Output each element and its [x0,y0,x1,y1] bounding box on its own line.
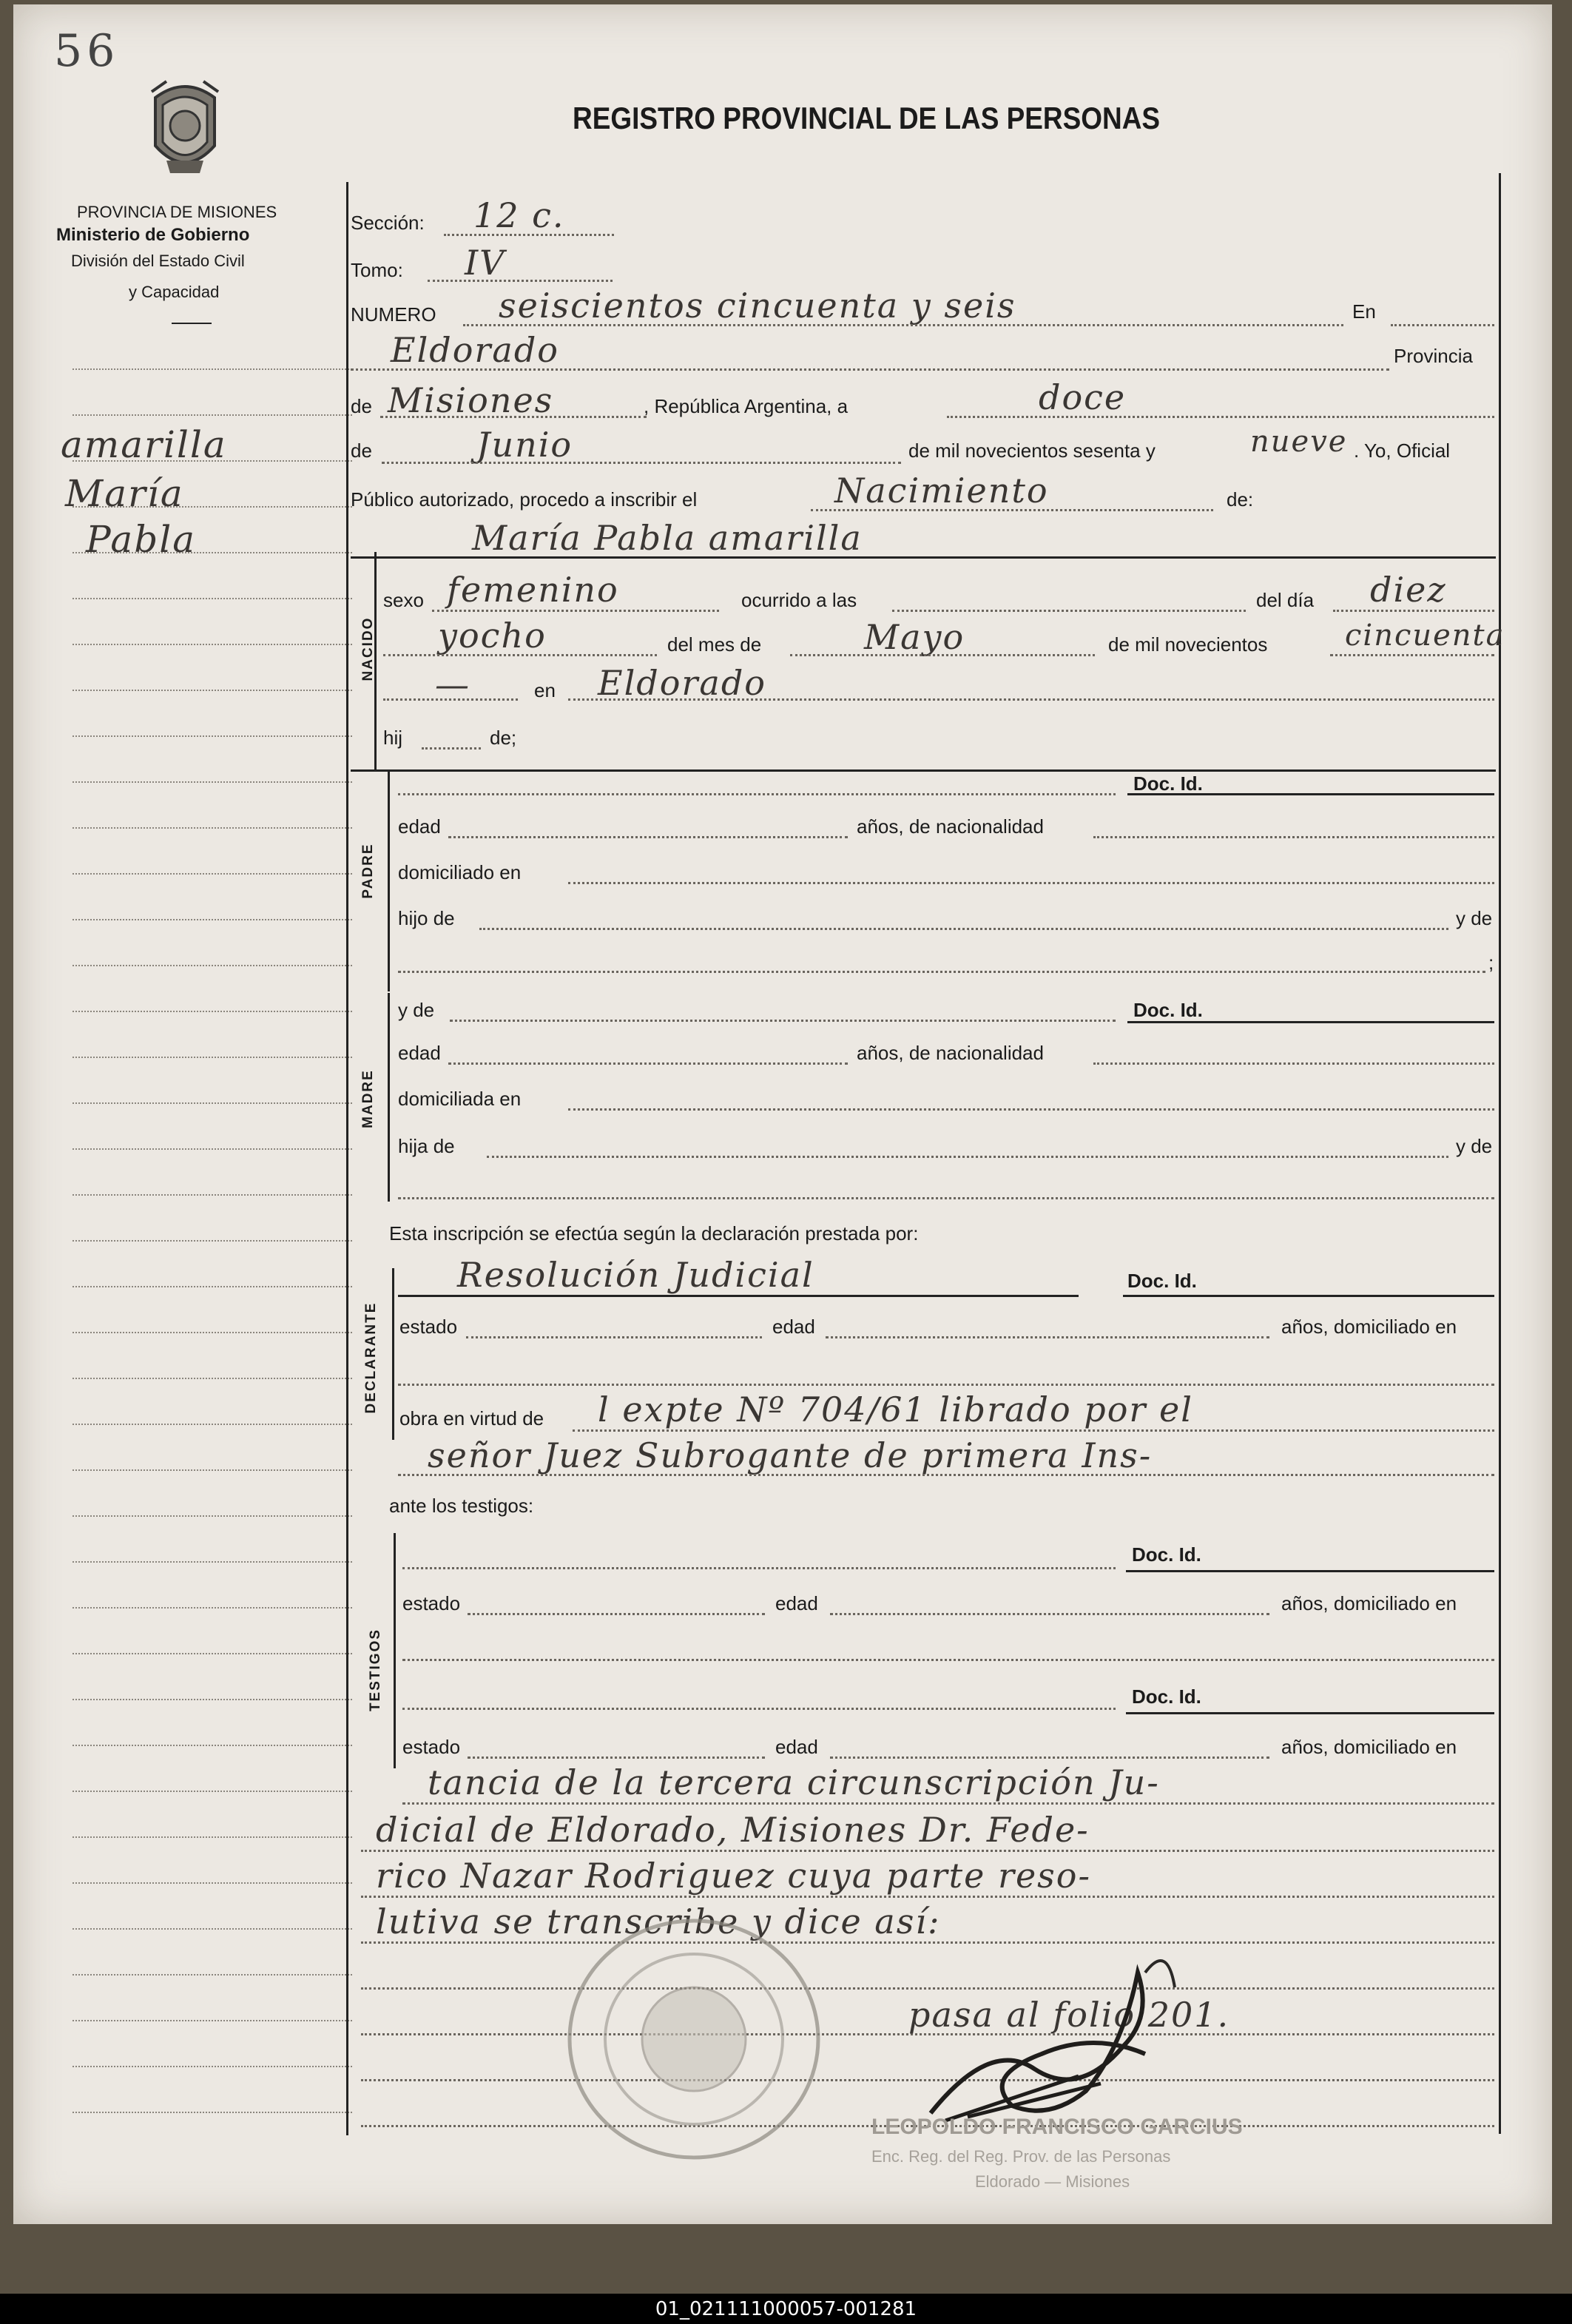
testigo1-doc-label: Doc. Id. [1132,1543,1201,1566]
padre-bracket [388,769,390,991]
nacido-place: Eldorado [598,663,766,703]
madre-bracket [388,993,390,1202]
sexo-label: sexo [383,589,424,611]
year-label: de mil novecientos sesenta y [908,439,1156,462]
signature [901,1928,1212,2143]
padre-edad-label: edad [398,815,441,838]
testigos-bracket [394,1533,396,1768]
folio-number: 56 [54,25,120,77]
main-left-rule [346,182,348,2135]
padre-doc-label: Doc. Id. [1133,772,1203,795]
official-seal [561,1913,827,2165]
obra-value-2: señor Juez Subrogante de primera Ins- [428,1435,1153,1475]
madre-domicilio-label: domiciliada en [398,1088,522,1110]
hij-label: hij [383,727,403,749]
madre-y-de-label: y de [398,999,435,1021]
declaracion-intro: Esta inscripción se efectúa según la declaración prestada por: [389,1222,919,1244]
name-stamp-sub1: Enc. Reg. del Reg. Prov. de las Personas [871,2147,1171,2166]
margin-note-surname: amarilla [61,423,227,466]
padre-hijo-label: hijo de [398,907,455,929]
declarante-value: Resolución Judicial [457,1255,814,1295]
testigo2-estado-label: estado [402,1736,461,1758]
declarante-edad-label: edad [772,1316,815,1338]
padre-domicilio-label: domiciliado en [398,861,522,883]
numero-label: NUMERO [351,303,436,326]
testigo1-estado-label: estado [402,1592,461,1614]
seccion-label: Sección: [351,212,425,234]
nacido-year: cincuenta [1345,619,1505,653]
name-stamp: LEOPOLDO FRANCISCO GARCIUS [871,2115,1243,2139]
header-ministry: Ministerio de Gobierno [56,225,250,245]
testigo1-edad-label: edad [775,1592,818,1614]
madre-y-de2-label: y de [1456,1135,1493,1157]
nacido-en-label: en [534,679,556,701]
testigo1-anos-label: años, domiciliado en [1281,1592,1457,1614]
hij-de-label: de; [490,727,517,749]
madre-edad-label: edad [398,1042,441,1064]
padre-side-label: PADRE [360,843,376,899]
madre-side-label: MADRE [360,1069,376,1128]
declarante-side-label: DECLARANTE [363,1301,379,1414]
margin-note-name1: María [65,472,184,515]
testigo2-anos-label: años, domiciliado en [1281,1736,1457,1758]
seccion-value: 12 c. [473,195,565,235]
de2-label: de [351,439,372,462]
padre-anos-label: años, de nacionalidad [857,815,1044,838]
en-label: En [1352,300,1376,323]
header-capacity: y Capacidad [129,283,220,301]
nacido-month: Mayo [864,617,965,657]
main-right-rule [1499,173,1501,2134]
coat-of-arms-icon [141,75,229,186]
province-value: Misiones [388,380,554,420]
numero-value: seiscientos cincuenta y seis [499,286,1016,326]
day-value: doce [1039,377,1127,417]
madre-anos-label: años, de nacionalidad [857,1042,1044,1064]
mil-novecientos-label: de mil novecientos [1108,633,1268,656]
nacido-day-2: yocho [438,616,547,656]
nacido-dash: — [435,664,470,704]
place-value: Eldorado [391,330,559,370]
person-name: María Pabla amarilla [472,518,863,558]
madre-hija-label: hija de [398,1135,455,1157]
name-stamp-sub2: Eldorado — Misiones [975,2172,1130,2191]
padre-semicolon: ; [1488,952,1494,974]
continuation-line-1: tancia de la tercera circunscripción Ju- [428,1762,1160,1802]
nacido-side-label: NACIDO [360,616,376,681]
de-label: de [351,395,372,417]
pasa-al-folio: pasa al folio 201. [908,1995,1230,2035]
testigos-side-label: TESTIGOS [368,1628,383,1712]
testigo2-edad-label: edad [775,1736,818,1758]
padre-y-de-label: y de [1456,907,1493,929]
republica-label: , República Argentina, a [644,395,849,417]
madre-doc-label: Doc. Id. [1133,999,1203,1021]
tomo-label: Tomo: [351,259,403,281]
ante-testigos-label: ante los testigos: [389,1495,534,1517]
header-province: PROVINCIA DE MISIONES [77,203,277,221]
declarante-doc-label: Doc. Id. [1127,1270,1197,1292]
declarante-bracket [392,1268,394,1440]
continuation-line-4: lutiva se transcribe y dice así: [376,1902,941,1941]
obra-value-1: l expte Nº 704/61 librado por el [598,1390,1193,1429]
declarante-anos-label: años, domiciliado en [1281,1316,1457,1338]
de3-label: de: [1227,488,1254,511]
act-value: Nacimiento [834,471,1049,511]
header-underline [172,323,212,324]
month-value: Junio [476,425,573,465]
image-caption: 01_021111000057-001281 [0,2294,1572,2324]
declarante-estado-label: estado [399,1316,458,1338]
ocurrido-label: ocurrido a las [741,589,857,611]
provincia-label: Provincia [1394,345,1473,367]
oficial-label: . Yo, Oficial [1354,439,1451,462]
testigo2-doc-label: Doc. Id. [1132,1685,1201,1708]
year-value: nueve [1250,425,1348,459]
tomo-value: IV [465,243,506,283]
margin-note-name2: Pabla [86,518,197,561]
continuation-line-2: dicial de Eldorado, Misiones Dr. Fede- [376,1810,1090,1850]
header-division: División del Estado Civil [71,252,245,270]
continuation-line-3: rico Nazar Rodriguez cuya parte reso- [376,1856,1092,1896]
sexo-value: femenino [447,570,619,610]
page-title: REGISTRO PROVINCIAL DE LAS PERSONAS [573,101,1161,135]
del-mes-label: del mes de [667,633,762,656]
obra-label: obra en virtud de [399,1407,544,1429]
publico-label: Público autorizado, procedo a inscribir el [351,488,698,511]
del-dia-label: del día [1256,589,1315,611]
nacido-day-1: diez [1370,570,1447,610]
register-page [13,4,1552,2224]
